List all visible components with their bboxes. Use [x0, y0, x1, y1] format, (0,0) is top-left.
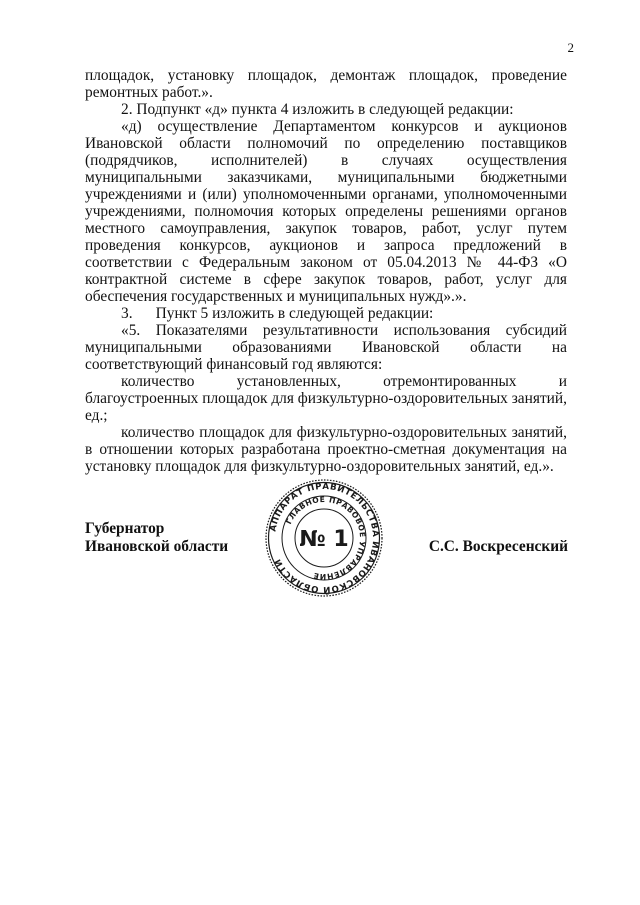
signatory-name: С.С. Воскресенский [428, 538, 568, 555]
paragraph: количество установленных, отремонтированных и благоустроенных площадок для физкультурно-оздоровительных занятий, ед.; [85, 373, 567, 424]
stamp-center-number: № 1 [299, 527, 349, 552]
page-number: 2 [567, 40, 574, 55]
paragraph: количество площадок для физкультурно-оздоровительных занятий, в отношении которых разработана проектно-сметная документация на установку площадок для физкультурно-оздоровительных занятий, ед.». [85, 424, 567, 475]
document-body [85, 67, 567, 475]
paragraph: «5. Показателями результативности использования субсидий муниципальными образованиями Ивановской области на соответствующий финансовый год являются: [85, 322, 567, 373]
signatory-title [85, 520, 228, 556]
paragraph: 3. Пункт 5 изложить в следующей редакции: [121, 305, 434, 322]
stamp-outer-text: АППАРАТ ПРАВИТЕЛЬСТВА ИВАНОВСКОЙ ОБЛАСТИ [268, 481, 381, 595]
signatory-title-line1: Губернатор [85, 520, 165, 537]
official-stamp [264, 478, 384, 598]
signatory-title-line2: Ивановской области [85, 538, 229, 555]
paragraph: «д) осуществление Департаментом конкурсов и аукционов Ивановской области полномочий по определению поставщиков (подрядчиков, исполнителей) в случаях осуществления муниципальными заказчиками, муниципальными бюджетными учреждениями и (или) уполномоченными органами, уполномоченными учреждениями, полномочия которых определены решениями органов местного самоуправления, закупок товаров, работ, услуг путем проведения конкурсов, аукционов и запроса предложений в соответствии с Федеральным законом от 05.04.2013 № 44-ФЗ «О контрактной системе в сфере закупок товаров, работ, услуг для обеспечения государственных и муниципальных нужд».». [85, 118, 567, 305]
paragraph: площадок, установку площадок, демонтаж площадок, проведение ремонтных работ.». [85, 67, 567, 101]
paragraph: 2. Подпункт «д» пункта 4 изложить в следующей редакции: [121, 101, 514, 118]
stamp-inner-text: ГЛАВНОЕ ПРАВОВОЕ УПРАВЛЕНИЕ [284, 494, 368, 582]
